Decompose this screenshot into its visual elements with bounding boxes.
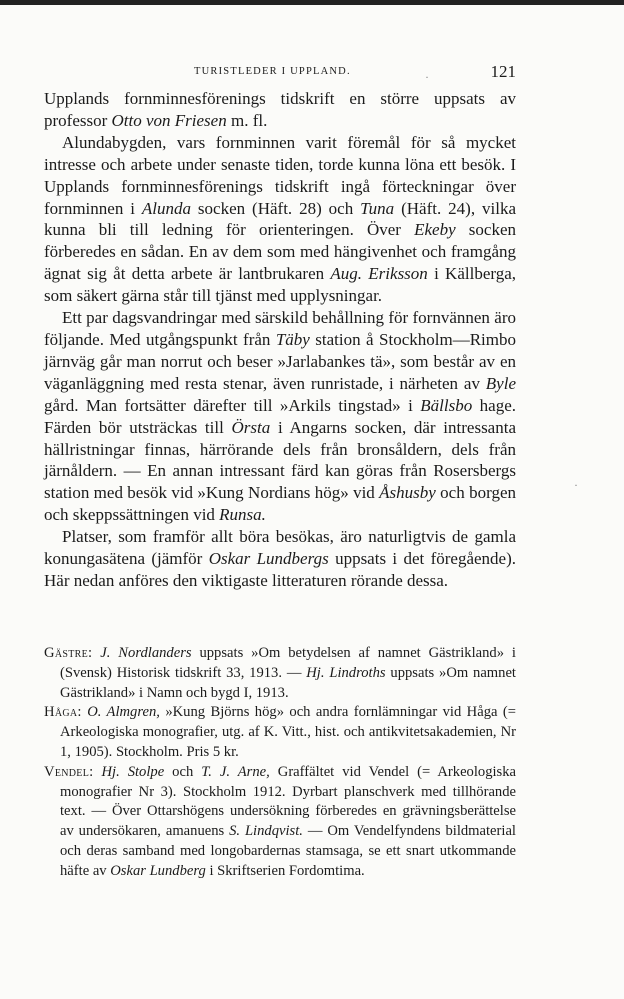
italic-text: Oskar Lundberg [110, 862, 206, 879]
text-run: och [164, 763, 202, 780]
running-title: TURISTLEDER I UPPLAND. [194, 66, 351, 77]
reference-key: Vendel: [44, 763, 94, 780]
italic-text: Tuna [360, 198, 395, 218]
text-run: i Skriftserien Fordomtima. [205, 862, 365, 879]
page-header [44, 62, 516, 82]
text-run: uppsats »Om namnet Gästrikland» i Namn och bygd I, 1913. [60, 664, 516, 701]
italic-text: Aug. Eriksson [330, 264, 428, 284]
text-run: uppsats »Om betydelsen af namnet Gästrikland» i (Svensk) Historisk tidskrift 33, 1913. — [60, 645, 516, 681]
italic-text: Täby [275, 329, 310, 349]
print-speck: · [425, 70, 429, 84]
italic-text: S. Lindqvist. [229, 823, 303, 840]
italic-text: Runsa. [219, 505, 266, 525]
top-rule [0, 0, 624, 5]
paragraph-alundabygden [44, 132, 516, 307]
reference-haga [44, 703, 516, 762]
print-speck: · [574, 478, 578, 492]
text-run: — Om Vendelfyndens bildmaterial och deras samband med longobardernas stamsaga, se ett snart utkommande häfte av [60, 823, 516, 879]
text-run: Upplands fornminnesförenings tidskrift en större uppsats av professor [44, 89, 516, 130]
text-run: Ett par dagsvandringar med särskild behållning för fornvännen äro följande. Med utgångspunkt från [44, 308, 516, 349]
reference-list [44, 644, 516, 882]
italic-text: Hj. Stolpe [101, 763, 165, 780]
italic-text: Otto von Friesen [111, 110, 227, 130]
text-run: i Källberga, som säkert gärna står till tjänst med upplysningar. [44, 264, 517, 306]
paragraph-dagsvandringar [44, 307, 516, 526]
italic-text: Oskar Lundbergs [208, 549, 329, 569]
reference-vendel [44, 763, 516, 882]
paragraph-konungasatena [44, 526, 516, 592]
reference-key: Gästre: [44, 645, 93, 661]
text-run: socken (Häft. 28) och [191, 198, 361, 218]
text-run: Platser, som framför allt böra besökas, äro naturligtvis de gamla konungasätena (jämför [44, 527, 516, 569]
body-text [44, 88, 516, 592]
text-run: Alundabygden, vars fornminnen varit föremål för så mycket intresse och arbete under senaste tiden, torde kunna löna ett besök. I Upplands fornminnesförenings tidskrift ingå förteckningar över fornminnen i [44, 132, 516, 218]
page-number: 121 [490, 62, 516, 81]
text-run: socken förberedes en sådan. En av dem som med hängivenhet och framgång ägnat sig åt detta arbete är lantbrukaren [44, 220, 516, 284]
text-run: (Häft. 24), vilka kunna bli till ledning för orienteringen. Över [44, 198, 516, 240]
paragraph-continuation [44, 88, 516, 132]
italic-text: J. Nordlanders [100, 645, 192, 661]
italic-text: Bällsbo [420, 395, 473, 415]
italic-text: Ekeby [414, 220, 456, 240]
text-run: »Kung Björns hög» och andra fornlämningar vid Håga (= Arkeologiska monografier, utg. af K. Vitt., hist. och antikvitetsakademien, Nr 1, 1905). Stockholm. Pris 5 kr. [60, 704, 516, 760]
text-run: hage. Färden bör utsträckas till [44, 395, 516, 437]
text-run: gård. Man fortsätter därefter till »Arkils tingstad» i [44, 395, 421, 415]
reference-gastre [44, 644, 516, 703]
italic-text: Byle [485, 373, 516, 393]
italic-text: Örsta [231, 417, 271, 437]
italic-text: Hj. Lindroths [306, 664, 386, 681]
italic-text: T. J. Arne, [201, 763, 270, 780]
text-run: station å Stockholm—Rimbo järnväg går man norrut och beser »Jarlabankes tä», som består av en väganläggning med resta stenar, även runristade, i närheten av [44, 329, 516, 393]
text-run: i Angarns socken, där intressanta hällristningar finnas, härrörande dels från bronsåldern, dels från järnåldern. — En annan intressant färd kan göras från Rosersbergs station med besök vid »Kung Nordians hög» vid [44, 417, 516, 503]
reference-key: Håga: [44, 704, 82, 721]
italic-text: Åshusby [379, 483, 436, 503]
italic-text: O. Almgren, [87, 704, 160, 721]
italic-text: Alunda [141, 198, 191, 218]
text-run: och borgen och skeppssättningen vid [44, 483, 516, 525]
text-run: Graffältet vid Vendel (= Arkeologiska monografier Nr 3). Stockholm 1912. Dyrbart planschverk med tillhörande text. — Över Ottarshögens undersökning förberedes en grävningsberättelse av undersökaren, amanuens [60, 763, 517, 840]
text-run: m. fl. [226, 110, 268, 130]
text-run: uppsats i det föregående). Här nedan anföres den viktigaste litteraturen rörande dessa. [44, 549, 517, 590]
